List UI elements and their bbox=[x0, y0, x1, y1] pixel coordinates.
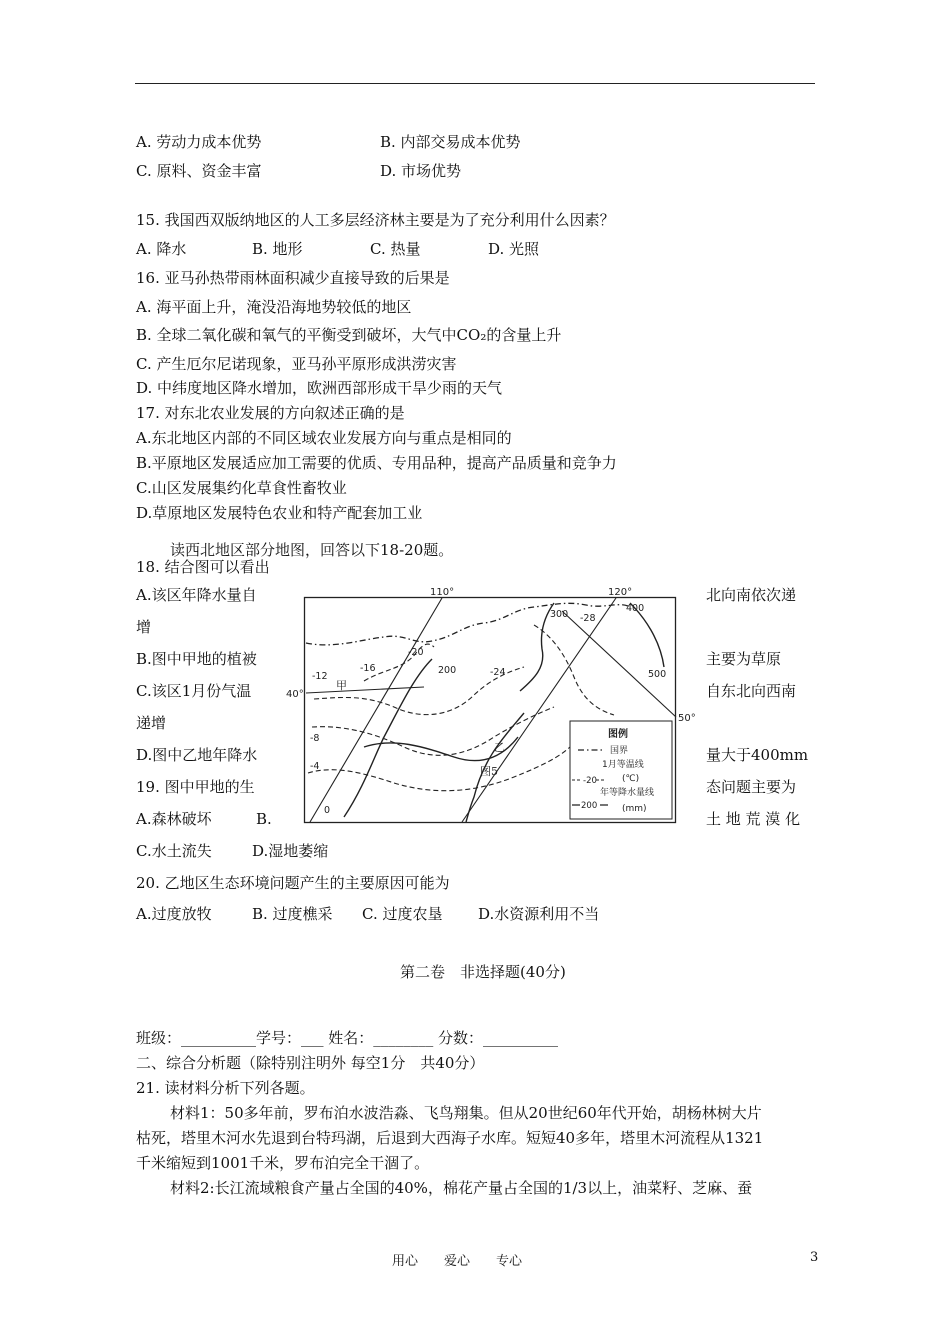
legend-isohyet-value: 200 bbox=[581, 801, 598, 811]
q17-option-a: A.东北地区内部的不同区域农业发展方向与重点是相同的 bbox=[136, 429, 512, 447]
figure-label: 图5 bbox=[480, 765, 498, 778]
part2-heading: 二、综合分析题（除特别注明外 每空1分 共40分） bbox=[136, 1054, 485, 1072]
q18-option-c-cont: 递增 bbox=[136, 714, 167, 732]
q14-option-a: A. 劳动力成本优势 bbox=[136, 133, 262, 151]
q18-option-d-right: 量大于400mm bbox=[706, 746, 809, 764]
isotherm-label-neg8: -8 bbox=[310, 733, 320, 744]
q18-option-d-left: D.图中乙地年降水 bbox=[136, 746, 258, 764]
q19-stem-right: 态问题主要为 bbox=[706, 778, 797, 796]
q19-option-a: A.森林破坏 bbox=[136, 810, 212, 828]
place-label-jia: 甲 bbox=[336, 679, 347, 692]
q18-option-a-cont: 增 bbox=[136, 618, 152, 636]
lon-label-120: 120° bbox=[608, 587, 633, 598]
material1-line1: 材料1：50多年前，罗布泊水波浩淼、飞鸟翔集。但从20世纪60年代开始，胡杨林树大片 bbox=[170, 1104, 762, 1122]
q19-option-d: D.湿地萎缩 bbox=[252, 842, 329, 860]
q20-option-b: B. 过度樵采 bbox=[252, 905, 333, 923]
q14-option-d: D. 市场优势 bbox=[380, 162, 462, 180]
isohyet-label-300: 300 bbox=[550, 609, 569, 620]
q15-option-a: A. 降水 bbox=[136, 240, 187, 258]
q17-option-b: B.平原地区发展适应加工需要的优质、专用品种，提高产品质量和竞争力 bbox=[136, 454, 617, 472]
northwest-china-map bbox=[286, 587, 696, 823]
q17-option-c: C.山区发展集约化草食性畜牧业 bbox=[136, 479, 347, 497]
q16-option-c: C. 产生厄尔尼诺现象，亚马孙平原形成洪涝灾害 bbox=[136, 355, 457, 373]
q16-stem: 16. 亚马孙热带雨林面积减少直接导致的后果是 bbox=[136, 269, 450, 287]
legend-item-mm: (mm) bbox=[622, 804, 647, 814]
q18-option-a-right: 北向南依次递 bbox=[706, 586, 797, 604]
q14-option-c: C. 原料、资金丰富 bbox=[136, 162, 262, 180]
q17-option-d: D.草原地区发展特色农业和特产配套加工业 bbox=[136, 504, 423, 522]
lon-label-110: 110° bbox=[430, 587, 455, 598]
q18-option-c-left: C.该区1月份气温 bbox=[136, 682, 252, 700]
map-legend bbox=[570, 721, 672, 819]
isotherm-label-neg20: -20 bbox=[408, 647, 424, 658]
q18-option-c-right: 自东北向西南 bbox=[706, 682, 797, 700]
q20-option-c: C. 过度农垦 bbox=[362, 905, 443, 923]
intro-18-20: 读西北地区部分地图，回答以下18-20题。 bbox=[170, 541, 454, 559]
q14-option-b: B. 内部交易成本优势 bbox=[380, 133, 521, 151]
footer-motto: 用心 爱心 专心 bbox=[392, 1254, 523, 1269]
q16-option-b: B. 全球二氧化碳和氧气的平衡受到破坏，大气中CO₂的含量上升 bbox=[136, 326, 562, 344]
place-label-yi: 乙 bbox=[494, 741, 505, 754]
q16-option-a: A. 海平面上升，淹没沿海地势较低的地区 bbox=[136, 298, 412, 316]
legend-isotherm-value: -20 bbox=[583, 776, 597, 786]
isohyet-label-200: 200 bbox=[438, 665, 457, 676]
isotherm-label-0: 0 bbox=[324, 805, 331, 816]
legend-title: 图例 bbox=[608, 729, 628, 740]
isotherm-label-neg12: -12 bbox=[312, 671, 328, 682]
header-rule bbox=[135, 83, 815, 84]
q20-option-d: D.水资源利用不当 bbox=[478, 905, 600, 923]
isotherm-label-neg4: -4 bbox=[310, 761, 320, 772]
legend-item-border: 国界 bbox=[610, 746, 629, 756]
student-info: 班级：__________学号：___ 姓名：________ 分数：__________ bbox=[136, 1029, 559, 1047]
legend-item-celsius: (℃) bbox=[622, 774, 640, 784]
q19-stem-left: 19. 图中甲地的生 bbox=[136, 778, 255, 796]
lat-label-50: 50° bbox=[678, 713, 696, 724]
q16-option-d: D. 中纬度地区降水增加，欧洲西部形成干旱少雨的天气 bbox=[136, 379, 503, 397]
q15-option-d: D. 光照 bbox=[488, 240, 540, 258]
isotherm-label-neg16: -16 bbox=[360, 663, 376, 674]
q20-stem: 20. 乙地区生态环境问题产生的主要原因可能为 bbox=[136, 874, 450, 892]
q18-option-b-left: B.图中甲地的植被 bbox=[136, 650, 257, 668]
q19-option-b-left: B. bbox=[256, 810, 272, 828]
q18-option-a-left: A.该区年降水量自 bbox=[136, 586, 257, 604]
q15-stem: 15. 我国西双版纳地区的人工多层经济林主要是为了充分利用什么因素？ bbox=[136, 211, 615, 229]
isotherm-label-neg28: -28 bbox=[580, 613, 596, 624]
q19-option-c: C.水土流失 bbox=[136, 842, 212, 860]
material2-line1: 材料2:长江流域粮食产量占全国的40%，棉花产量占全国的1/3以上，油菜籽、芝麻、蚕 bbox=[170, 1179, 753, 1197]
isohyet-label-400: 400 bbox=[626, 603, 645, 614]
page-number: 3 bbox=[810, 1250, 819, 1265]
q20-option-a: A.过度放牧 bbox=[136, 905, 212, 923]
q17-stem: 17. 对东北农业发展的方向叙述正确的是 bbox=[136, 404, 405, 422]
section2-title: 第二卷 非选择题(40分) bbox=[400, 963, 566, 981]
isotherm-label-neg24: -24 bbox=[490, 667, 506, 678]
q21-stem: 21. 读材料分析下列各题。 bbox=[136, 1079, 315, 1097]
legend-item-isohyet: 年等降水量线 bbox=[600, 788, 655, 798]
legend-item-isotherm: 1月等温线 bbox=[602, 760, 644, 770]
lat-label-40: 40° bbox=[286, 689, 304, 700]
q19-option-b-right: 土 地 荒 漠 化 bbox=[706, 810, 801, 828]
q18-stem: 18. 结合图可以看出 bbox=[136, 558, 270, 576]
q18-option-b-right: 主要为草原 bbox=[706, 650, 782, 668]
q15-option-b: B. 地形 bbox=[252, 240, 303, 258]
q15-option-c: C. 热量 bbox=[370, 240, 421, 258]
isohyet-label-500: 500 bbox=[648, 669, 667, 680]
material1-line2: 枯死，塔里木河水先退到台特玛湖，后退到大西海子水库。短短40多年，塔里木河流程从1321 bbox=[136, 1129, 764, 1147]
material1-line3: 千米缩短到1001千米，罗布泊完全干涸了。 bbox=[136, 1154, 430, 1172]
